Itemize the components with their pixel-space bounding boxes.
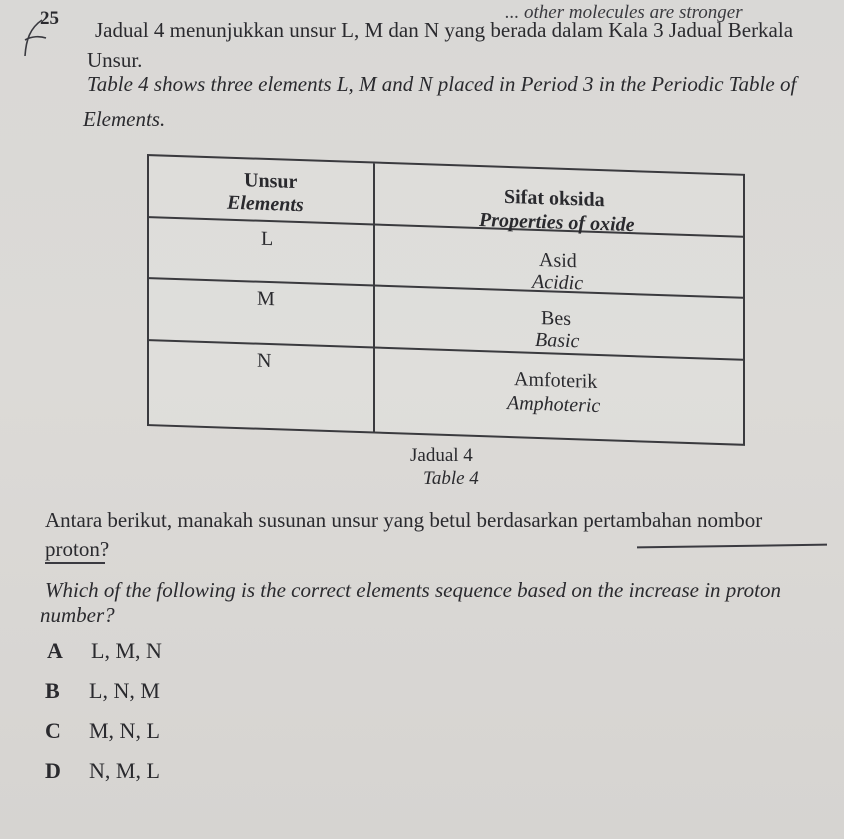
option-d[interactable] <box>45 758 160 784</box>
prompt-en: Which of the following is the correct elements sequence based on the increase in proton <box>45 578 782 602</box>
table-row-element: L <box>261 227 274 251</box>
col-properties-header-en: Properties of oxide <box>479 209 635 237</box>
table-row-divider <box>149 277 743 298</box>
prompt-en-cont: number? <box>40 603 115 627</box>
option-letter: A <box>47 638 63 663</box>
question-intro-ms-cont: Unsur. <box>87 48 143 72</box>
table-row-element: N <box>257 349 272 373</box>
option-c[interactable] <box>45 718 160 744</box>
elements-table <box>147 154 745 446</box>
option-text: N, M, L <box>89 758 160 783</box>
table-row-property-en: Acidic <box>532 270 584 295</box>
table-header-divider <box>149 216 743 237</box>
option-letter: D <box>45 758 61 783</box>
question-intro-en: Table 4 shows three elements L, M and N placed in Period 3 in the Periodic Table of <box>87 72 797 96</box>
pen-underline <box>45 562 105 564</box>
table-row-property-en: Basic <box>535 328 580 353</box>
prompt-ms: Antara berikut, manakah susunan unsur yang betul berdasarkan pertambahan nombor <box>45 508 763 532</box>
question-intro-en-cont: Elements. <box>83 107 166 131</box>
option-text: L, N, M <box>89 678 160 703</box>
table-caption-ms: Jadual 4 <box>410 445 473 466</box>
table-row-property-en: Amphoteric <box>507 391 601 418</box>
option-b[interactable] <box>45 678 160 704</box>
option-letter: C <box>45 718 61 743</box>
table-column-divider <box>373 163 375 431</box>
option-a[interactable] <box>47 638 162 664</box>
pen-underline <box>637 544 827 548</box>
table-row-element: M <box>257 287 275 311</box>
table-caption-en: Table 4 <box>423 468 479 489</box>
col-properties-header-ms: Sifat oksida <box>504 185 605 212</box>
col-elements-header-ms: Unsur <box>244 169 298 193</box>
option-text: M, N, L <box>89 718 160 743</box>
table-row-property-ms: Bes <box>541 307 571 331</box>
question-intro-ms: Jadual 4 menunjukkan unsur L, M dan N yang berada dalam Kala 3 Jadual Berkala <box>95 18 794 42</box>
table-row-property-ms: Asid <box>539 249 577 273</box>
question-number: 25 <box>40 8 59 29</box>
table-row-divider <box>149 339 743 360</box>
option-text: L, M, N <box>91 638 162 663</box>
prompt-ms-cont: proton? <box>45 537 110 561</box>
previous-question-fragment: ... other molecules are stronger <box>505 2 743 23</box>
option-letter: B <box>45 678 60 703</box>
col-elements-header-en: Elements <box>227 191 304 217</box>
table-row-property-ms: Amfoterik <box>514 368 598 393</box>
